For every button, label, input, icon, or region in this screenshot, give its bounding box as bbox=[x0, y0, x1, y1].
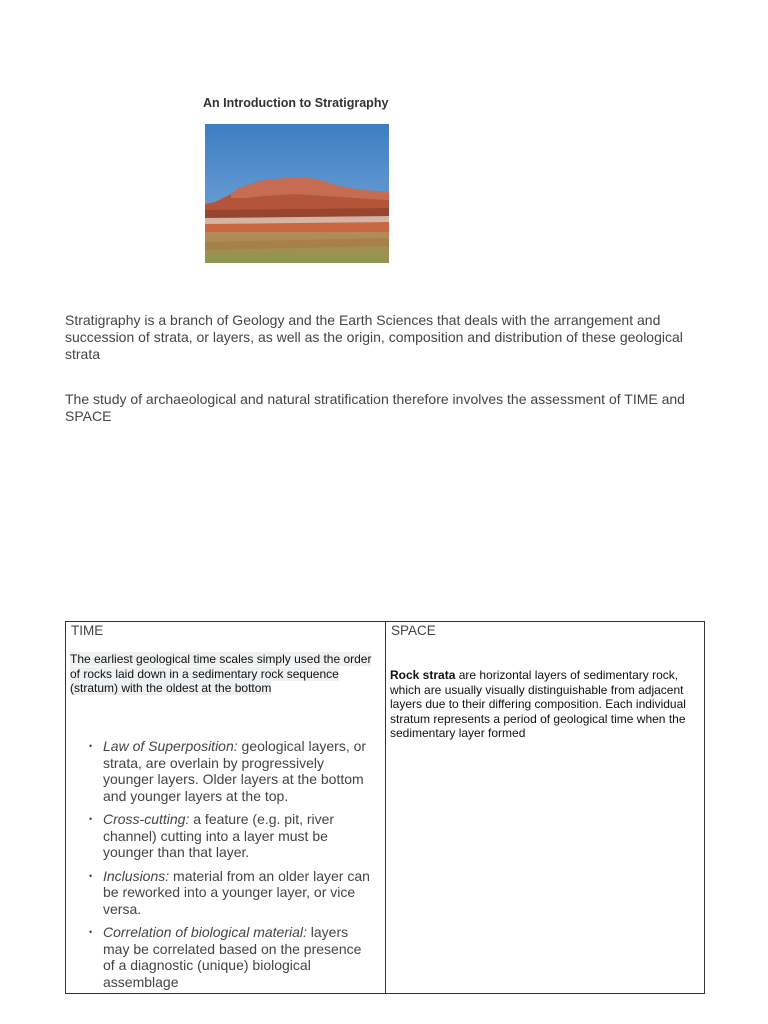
principle-term: Inclusions: bbox=[103, 867, 170, 884]
principle-term: Law of Superposition: bbox=[103, 738, 238, 754]
space-term: Rock strata bbox=[390, 668, 456, 682]
list-item bbox=[66, 868, 384, 918]
document-title: An Introduction to Stratigraphy bbox=[203, 96, 389, 110]
space-column bbox=[386, 622, 705, 994]
principle-text: geological layers, or strata, are overlain by progressively younger layers. Older layers at the bottom and younger layers at the top. bbox=[103, 738, 367, 804]
space-text: are horizontal layers of sedimentary rock, which are usually visually distinguishable from adjacent layers due to their differing composition. Each individual stratum represents a period of geological time when the sedimentary layer formed bbox=[390, 668, 686, 740]
principle-text: layers may be correlated based on the presence of a diagnostic (unique) biological assemblage bbox=[103, 924, 362, 990]
principle-text: a feature (e.g. pit, river channel) cutting into a layer must be younger than that layer. bbox=[103, 811, 335, 860]
time-space-table bbox=[65, 621, 705, 994]
space-header: SPACE bbox=[391, 623, 436, 638]
list-item bbox=[66, 811, 384, 861]
bullet-icon: • bbox=[89, 741, 93, 751]
list-item bbox=[66, 924, 384, 990]
time-intro bbox=[70, 652, 384, 696]
bullet-icon: • bbox=[89, 870, 93, 881]
principle-term: Cross-cutting: bbox=[103, 811, 190, 827]
time-column bbox=[66, 622, 386, 994]
intro-paragraph: Stratigraphy is a branch of Geology and the Earth Sciences that deals with the arrangement and succession of strata, or layers, as well as the origin, composition and distribution of these geological strata bbox=[65, 312, 683, 362]
space-description bbox=[390, 668, 700, 741]
canyon-cliff-photo bbox=[205, 124, 389, 263]
principle-term: Correlation of biological material: bbox=[103, 924, 307, 940]
principle-text: material from an older layer can be reworked into a younger layer, or vice versa. bbox=[103, 867, 370, 917]
bullet-icon: • bbox=[89, 927, 93, 937]
list-item bbox=[66, 738, 384, 804]
bullet-icon: • bbox=[89, 814, 93, 824]
time-header: TIME bbox=[71, 623, 104, 638]
time-space-paragraph: The study of archaeological and natural stratification therefore involves the assessment of TIME and SPACE bbox=[65, 391, 685, 424]
time-principles-list bbox=[66, 738, 384, 997]
time-intro-text: The earliest geological time scales simply used the order of rocks laid down in a sedimentary rock sequence (stratum) with the oldest at the bottom bbox=[70, 652, 372, 695]
